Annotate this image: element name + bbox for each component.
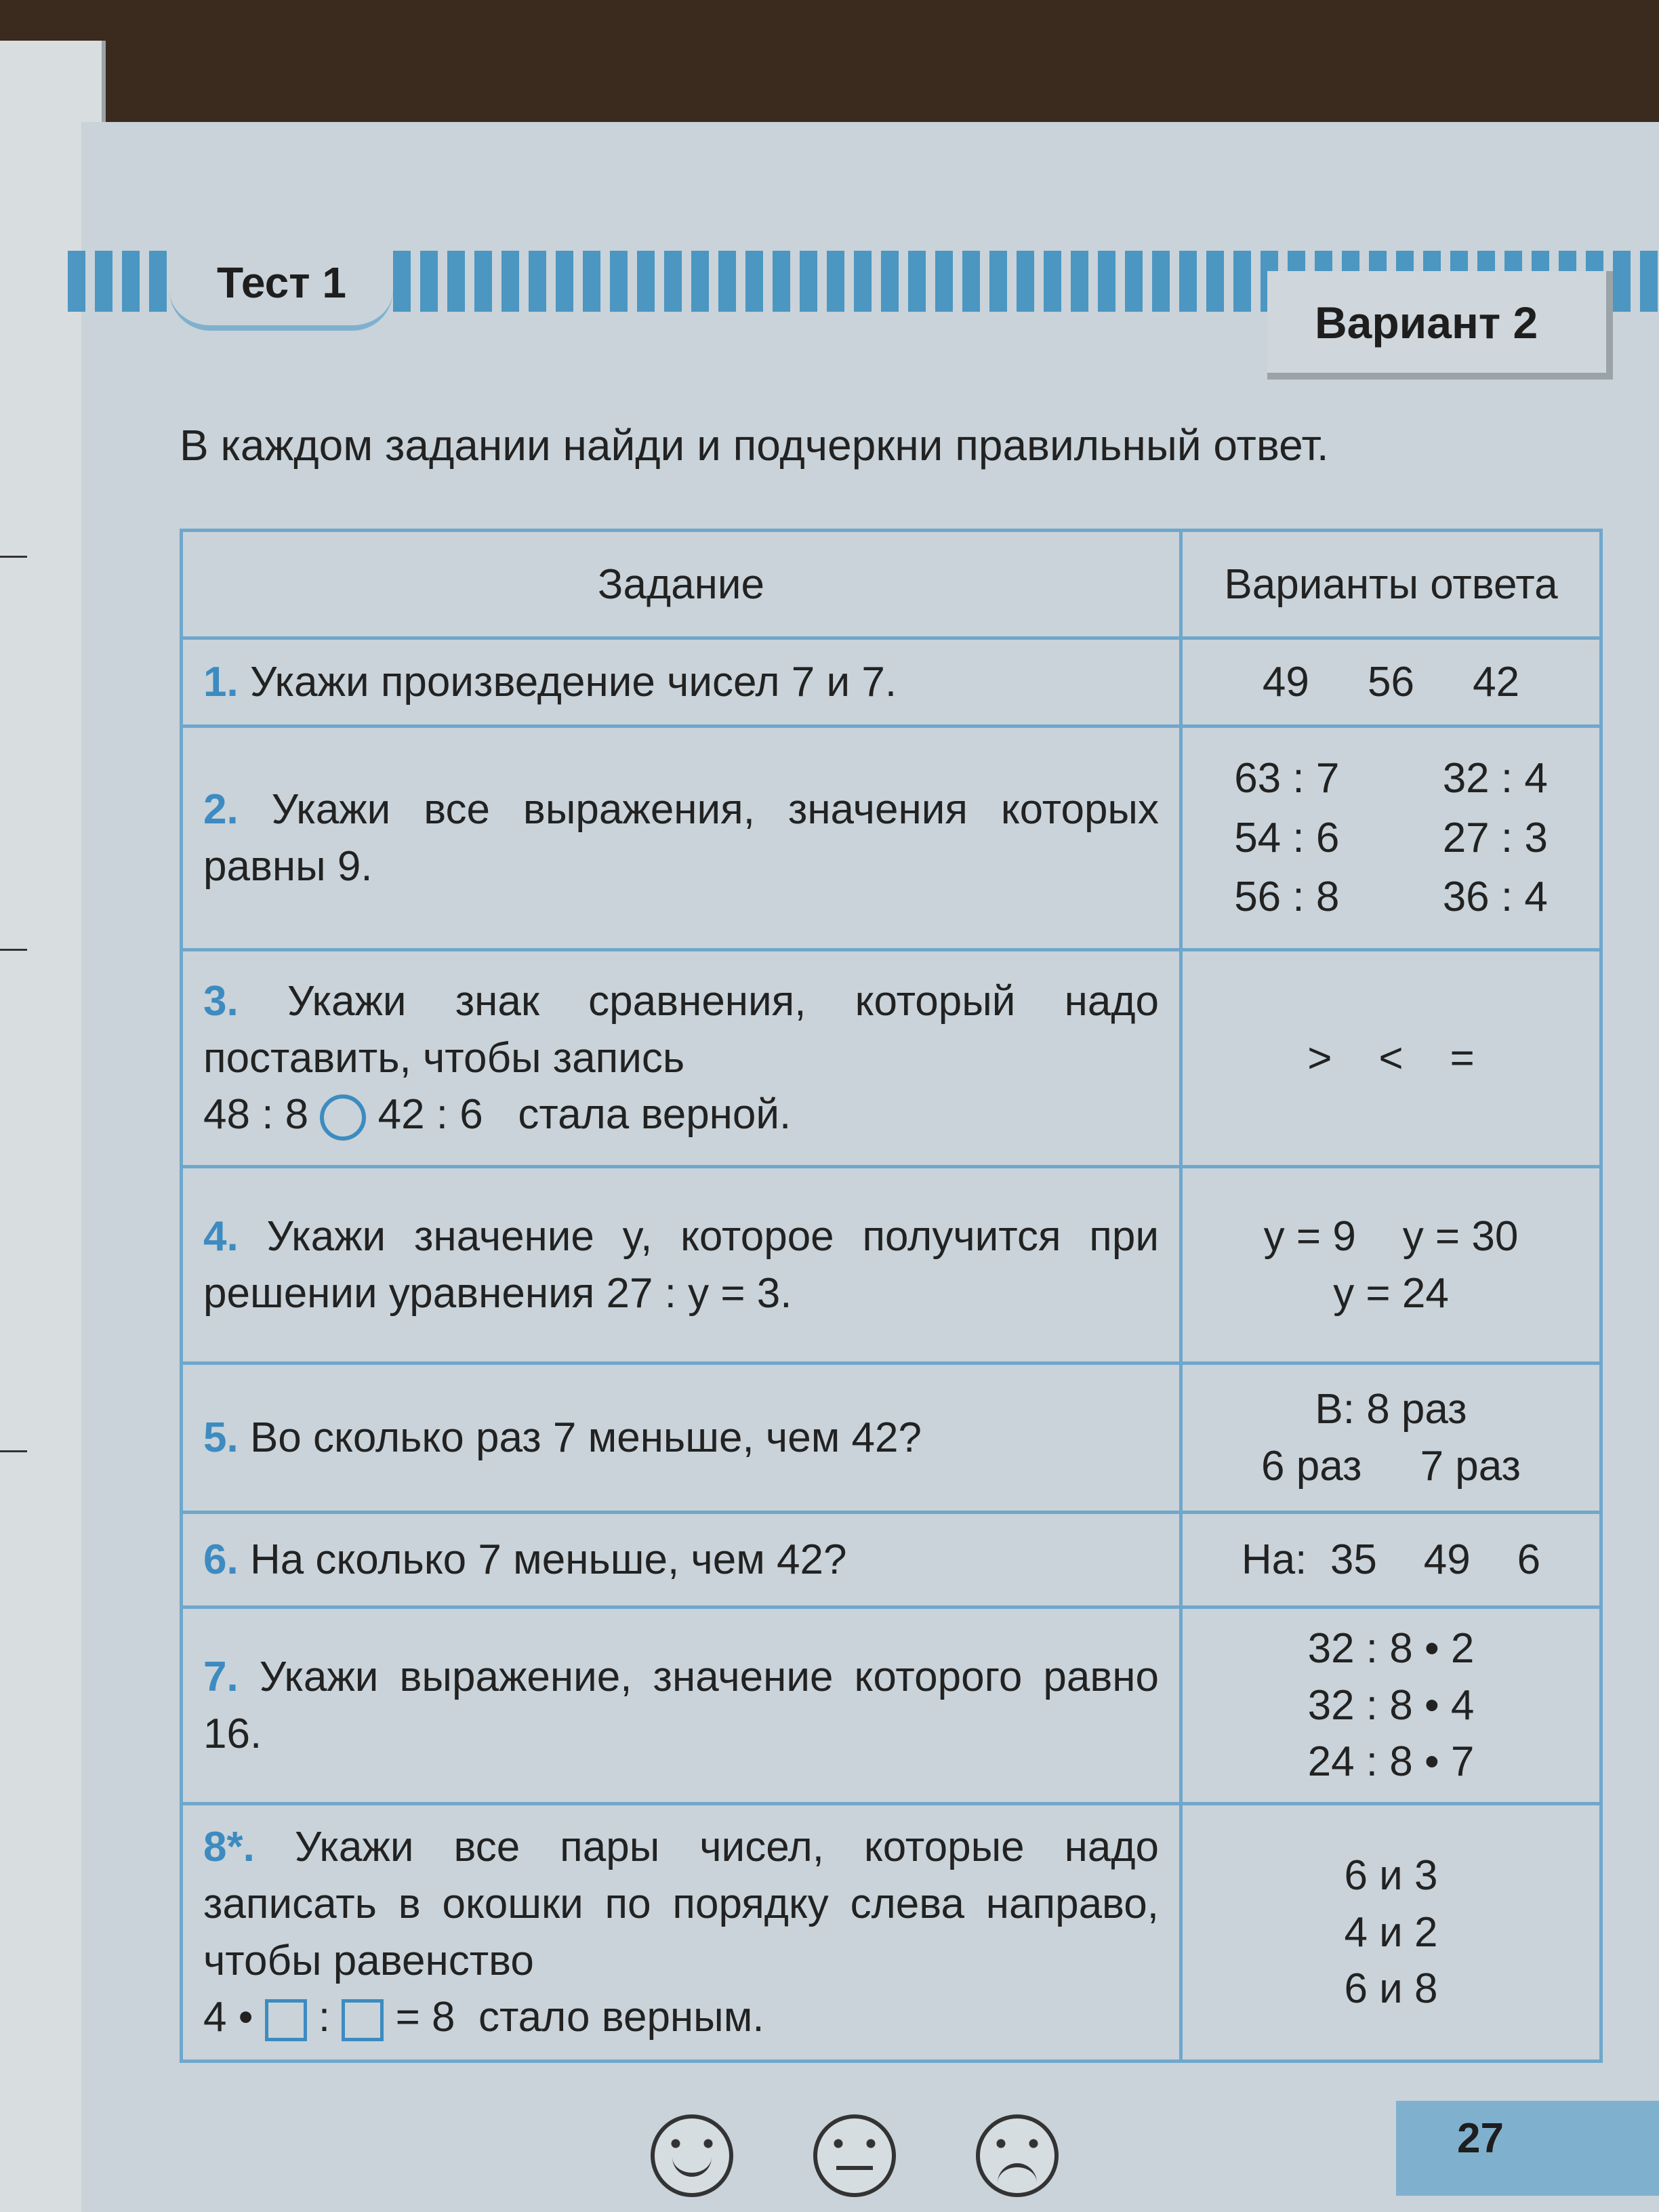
answer-option[interactable]: > xyxy=(1307,1034,1332,1082)
divider xyxy=(0,949,27,951)
answer-option[interactable]: 56 : 8 xyxy=(1234,874,1340,921)
variant-box xyxy=(1267,271,1613,380)
task-cell xyxy=(182,1364,1181,1513)
variant-title: Вариант 2 xyxy=(1315,298,1538,348)
answer-option[interactable]: 6 xyxy=(1517,1536,1541,1583)
answer-option[interactable]: 56 xyxy=(1368,658,1414,705)
comparison-circle[interactable] xyxy=(320,1094,366,1141)
table-row xyxy=(182,1364,1601,1513)
answer-cell xyxy=(1181,950,1601,1167)
equation-tail: стало верным. xyxy=(478,1994,764,2041)
task-cell xyxy=(182,1607,1181,1804)
task-text: Укажи значение y, которое получится при решении уравнения 27 : y = 3. xyxy=(203,1212,1159,1317)
task-cell xyxy=(182,950,1181,1167)
task-text: Укажи все выражения, значения которых равны 9. xyxy=(203,785,1159,890)
answer-option[interactable]: 32 : 4 xyxy=(1442,754,1548,802)
answer-box[interactable] xyxy=(265,1999,307,2041)
table-row xyxy=(182,950,1601,1167)
answer-option[interactable]: 49 xyxy=(1262,658,1309,705)
table-row xyxy=(182,1167,1601,1364)
answer-cell xyxy=(1181,726,1601,950)
task-cell xyxy=(182,1167,1181,1364)
answer-option[interactable]: 4 и 2 xyxy=(1344,1908,1438,1956)
task-table xyxy=(180,529,1603,2063)
task-text: На сколько 7 меньше, чем 42? xyxy=(249,1536,847,1583)
answer-cell xyxy=(1181,1167,1601,1364)
task-text: Укажи выражение, значение которого равно 16. xyxy=(203,1653,1159,1757)
task-number: 5. xyxy=(203,1414,239,1461)
answer-option[interactable]: 63 : 7 xyxy=(1234,754,1340,802)
task-text: Укажи все пары чисел, которые надо записать в окошки по порядку слева направо, чтобы равенство xyxy=(203,1824,1159,1984)
table-row xyxy=(182,726,1601,950)
answer-option[interactable]: 36 : 4 xyxy=(1442,874,1548,921)
task-cell xyxy=(182,1513,1181,1607)
answer-option[interactable]: 7 раз xyxy=(1420,1442,1521,1490)
answer-option[interactable]: 49 xyxy=(1423,1536,1471,1583)
task-cell xyxy=(182,1804,1181,2062)
page-number-box xyxy=(1396,2101,1659,2196)
answer-option[interactable]: 6 и 3 xyxy=(1344,1851,1438,1899)
expression-left: 48 : 8 xyxy=(203,1091,309,1139)
answer-cell xyxy=(1181,1607,1601,1804)
answer-option[interactable]: = xyxy=(1450,1034,1475,1082)
answer-box[interactable] xyxy=(342,1999,384,2041)
answer-option[interactable]: 54 : 6 xyxy=(1234,814,1340,861)
task-cell xyxy=(182,726,1181,950)
equation-start: 4 • xyxy=(203,1994,253,2041)
instruction: В каждом задании найди и подчеркни правильный ответ. xyxy=(180,421,1329,470)
happy-face-icon[interactable] xyxy=(651,2114,733,2197)
answer-grid xyxy=(1203,750,1579,926)
test-title: Тест 1 xyxy=(217,258,346,307)
table-header-row xyxy=(182,531,1601,638)
answer-cell xyxy=(1181,638,1601,726)
answer-cell xyxy=(1181,1804,1601,2062)
answer-option[interactable]: 6 раз xyxy=(1261,1442,1362,1490)
answer-option[interactable]: 6 и 8 xyxy=(1344,1965,1438,2013)
divider xyxy=(0,1450,27,1452)
column-header-task: Задание xyxy=(182,531,1181,638)
answer-option[interactable]: 32 : 8 • 4 xyxy=(1307,1681,1475,1729)
column-header-answers: Варианты ответа xyxy=(1181,531,1601,638)
page-number: 27 xyxy=(1457,2115,1504,2162)
answer-option[interactable]: < xyxy=(1378,1034,1404,1082)
answer-option[interactable]: 42 xyxy=(1473,658,1520,705)
test-label xyxy=(169,244,393,331)
task-text: Укажи произведение чисел 7 и 7. xyxy=(249,658,897,705)
answer-option[interactable]: y = 24 xyxy=(1333,1269,1449,1317)
table-row xyxy=(182,1607,1601,1804)
answer-option[interactable]: y = 9 xyxy=(1263,1212,1356,1260)
task-text: Во сколько раз 7 меньше, чем 42? xyxy=(249,1414,922,1461)
task-text: Укажи знак сравнения, который надо поставить, чтобы запись xyxy=(203,977,1159,1082)
task-number: 8*. xyxy=(203,1824,255,1871)
answer-cell xyxy=(1181,1513,1601,1607)
neutral-face-icon[interactable] xyxy=(813,2114,896,2197)
answer-option[interactable]: 32 : 8 • 2 xyxy=(1307,1624,1475,1672)
task-number: 4. xyxy=(203,1212,239,1260)
table-row xyxy=(182,1513,1601,1607)
table-row xyxy=(182,1804,1601,2062)
answer-option[interactable]: 35 xyxy=(1330,1536,1377,1583)
divider xyxy=(0,556,27,558)
task-number: 3. xyxy=(203,977,239,1025)
answer-option[interactable]: 27 : 3 xyxy=(1442,814,1548,861)
answer-prefix: В: xyxy=(1315,1385,1355,1433)
equation-divide: : xyxy=(318,1994,331,2041)
task-number: 7. xyxy=(203,1653,239,1700)
answer-prefix: На: xyxy=(1241,1536,1307,1583)
sad-face-icon[interactable] xyxy=(976,2114,1059,2197)
equation-end: = 8 xyxy=(395,1994,455,2041)
task-number: 6. xyxy=(203,1536,239,1583)
task-cell xyxy=(182,638,1181,726)
answer-option[interactable]: 24 : 8 • 7 xyxy=(1307,1738,1475,1786)
answer-option[interactable]: 8 раз xyxy=(1366,1385,1467,1433)
answer-option[interactable]: y = 30 xyxy=(1402,1212,1519,1260)
table-row xyxy=(182,638,1601,726)
task-number: 2. xyxy=(203,785,239,833)
expression-tail: стала верной. xyxy=(518,1091,792,1139)
task-number: 1. xyxy=(203,658,239,705)
expression-right: 42 : 6 xyxy=(377,1091,483,1139)
answer-cell xyxy=(1181,1364,1601,1513)
